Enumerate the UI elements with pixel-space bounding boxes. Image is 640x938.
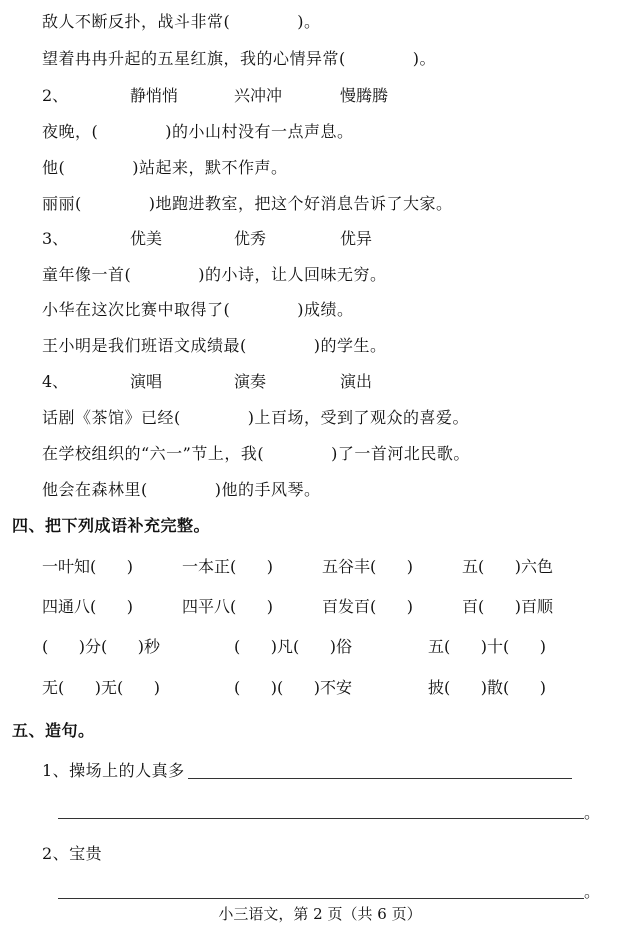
idiom-item: 无( )无( ) (42, 678, 161, 697)
word-option: 兴冲冲 (234, 86, 283, 105)
section-4-heading: 四、把下列成语补充完整。 (12, 516, 211, 535)
idiom-item: 一本正( ) (182, 557, 274, 576)
sentence-prompt-1: 1、操场上的人真多 (42, 761, 185, 780)
sentence-11: 他会在森林里( )他的手风琴。 (42, 480, 321, 499)
answer-line-1a[interactable] (188, 778, 572, 779)
sentence-7: 小华在这次比赛中取得了( )成绩。 (42, 300, 354, 319)
line-end-period: 。 (584, 803, 601, 822)
word-option: 演奏 (234, 372, 267, 391)
answer-line-2[interactable] (58, 898, 584, 899)
page-footer: 小三语文，第 2 页（共 6 页） (218, 905, 422, 923)
idiom-item: ( )分( )秒 (42, 637, 161, 656)
idiom-item: 五谷丰( ) (322, 557, 414, 576)
sentence-prompt-2: 2、宝贵 (42, 844, 103, 863)
word-option: 演出 (340, 372, 373, 391)
idiom-item: ( )( )不安 (234, 678, 353, 697)
group-number: 4、 (42, 372, 69, 391)
sentence-5: 丽丽( )地跑进教室，把这个好消息告诉了大家。 (42, 194, 453, 213)
word-option: 演唱 (130, 372, 163, 391)
idiom-item: 披( )散( ) (428, 678, 547, 697)
sentence-10: 在学校组织的“六一”节上，我( )了一首河北民歌。 (42, 444, 470, 463)
idiom-item: ( )凡( )俗 (234, 637, 353, 656)
group-number: 2、 (42, 86, 69, 105)
sentence-1: 敌人不断反扑，战斗非常( )。 (42, 12, 321, 31)
word-option: 优秀 (234, 229, 267, 248)
sentence-3: 夜晚，( )的小山村没有一点声息。 (42, 122, 354, 141)
word-option: 优异 (340, 229, 373, 248)
word-option: 静悄悄 (130, 86, 179, 105)
idiom-item: 百发百( ) (322, 597, 414, 616)
line-end-period: 。 (584, 882, 601, 901)
answer-line-1b[interactable] (58, 818, 584, 819)
word-option: 慢腾腾 (340, 86, 389, 105)
sentence-8: 王小明是我们班语文成绩最( )的学生。 (42, 336, 387, 355)
idiom-item: 四平八( ) (182, 597, 274, 616)
sentence-4: 他( )站起来，默不作声。 (42, 158, 288, 177)
group-number: 3、 (42, 229, 69, 248)
sentence-2: 望着冉冉升起的五星红旗，我的心情异常( )。 (42, 49, 437, 68)
sentence-6: 童年像一首( )的小诗，让人回味无穷。 (42, 265, 387, 284)
idiom-item: 五( )六色 (462, 557, 554, 576)
idiom-item: 五( )十( ) (428, 637, 547, 656)
idiom-item: 百( )百顺 (462, 597, 554, 616)
word-option: 优美 (130, 229, 163, 248)
section-5-heading: 五、造句。 (12, 721, 95, 740)
idiom-item: 四通八( ) (42, 597, 134, 616)
sentence-9: 话剧《茶馆》已经( )上百场，受到了观众的喜爱。 (42, 408, 470, 427)
idiom-item: 一叶知( ) (42, 557, 134, 576)
